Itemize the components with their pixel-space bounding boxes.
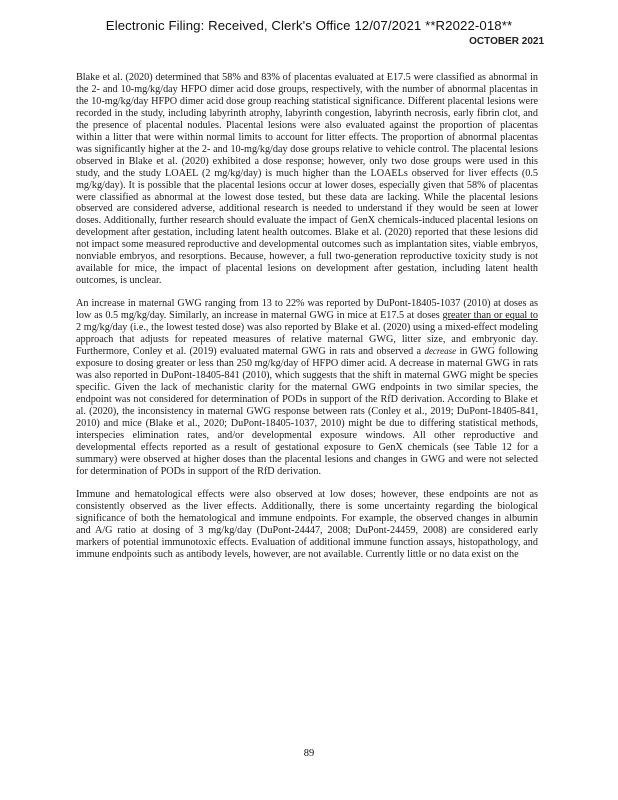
document-date: OCTOBER 2021 [469, 36, 544, 47]
paragraph-immune-hematological: Immune and hematological effects were also observed at low doses; however, these endpoints are not as consistently observed as the liver effects. Additionally, there is some uncertainty regarding the biological significance of both the hematological and immune endpoints. For example, the observed changes in albumin and A/G ratio at dosing of 3 mg/kg/day (DuPont-24447, 2008; DuPont-24459, 2008) are considered early markers of potential immunotoxic effects. Evaluation of additional immune function assays, histopathology, and immune endpoints such as antibody levels, however, are not available. Currently little or no data exist on the [76, 489, 538, 561]
gwg-text-c: in GWG following exposure to dosing greater or less than 250 mg/kg/day of HFPO dimer acid. A decrease in maternal GWG in rats was also reported in DuPont-18405-841 (2010), which suggests that the shift in maternal GWG might be species specific. Given the lack of mechanistic clarity for the maternal GWG endpoints in two similar species, the endpoint was not considered for determination of PODs in support of the RfD derivation. According to Blake et al. (2020), the inconsistency in maternal GWG response between rats (Conley et al., 2019; DuPont-18405-841, 2010) and mice (Blake et al., 2020; DuPont-18405-1037, 2010) might be due to differing statistical methods, interspecies elimination rates, and/or developmental exposure windows. All other reproductive and developmental effects reported as a result of gestational exposure to GenX chemicals (see Table 12 for a summary) were observed at higher doses than the placental lesions and changes in GWG and were not selected for determination of PODs in support of the RfD derivation. [76, 345, 538, 477]
filing-stamp: Electronic Filing: Received, Clerk's Office 12/07/2021 **R2022-018** [105, 18, 513, 33]
page-number: 89 [303, 748, 315, 759]
gwg-text-b: 2 mg/kg/day (i.e., the lowest tested dose) was also reported by Blake et al. (2020) using a mixed-effect modeling approach that adjusts for repeated measures of relative maternal GWG, litter size, and embryonic day. Furthermore, Conley et al. (2019) evaluated maternal GWG in rats and observed a [76, 322, 538, 357]
paragraph-placental-lesions: Blake et al. (2020) determined that 58% and 83% of placentas evaluated at E17.5 were classified as abnormal in the 2- and 10-mg/kg/day HFPO dimer acid dose groups, respectively, with the number of abnormal placentas in the 10-mg/kg/day HFPO dimer acid dose group reaching statistical significance. Different placental lesions were recorded in the study, including labyrinth atrophy, labyrinth congestion, labyrinth necrosis, early fibrin clot, and the presence of placental nodules. Placental lesions were also evaluated against the proportion of placentas within a litter that were within normal limits to account for litter effects. The proportion of abnormal placentas was significantly higher at the 2- and 10-mg/kg/day dose groups relative to vehicle control. The placental lesions observed in Blake et al. (2020) exhibited a dose response; however, only two dose groups were used in this study, and the study LOAEL (2 mg/kg/day) is much higher than the LOAELs observed for liver effects (0.5 mg/kg/day). It is possible that the placental lesions occur at lower doses, especially given that 58% of placentas were classified as abnormal at the lowest dose tested, but these data are lacking. While the placental lesions observed are considered adverse, additional research is needed to understand if they would be seen at lower doses. Additionally, further research should evaluate the impact of GenX chemicals-induced placental lesions on development after gestation, including latent health outcomes. Blake et al. (2020) reported that these lesions did not impact some measured reproductive and developmental outcomes such as implantation sites, viable embryos, nonviable embryos, and resorptions. Because, however, a full two-generation reproductive toxicity study is not available for mice, the impact of placental lesions on development after gestation, including latent health outcomes, is unclear. [76, 72, 538, 287]
paragraph-maternal-gwg [76, 298, 538, 477]
italic-word: decrease [424, 345, 457, 356]
gwg-text-a: An increase in maternal GWG ranging from 13 to 22% was reported by DuPont-18405-1037 (2010) at doses as low as 0.5 mg/kg/day. Similarly, an increase in maternal GWG in mice at E17.5 at doses [76, 298, 538, 322]
underlined-phrase: greater than or equal to [442, 310, 538, 322]
body-text [76, 72, 538, 572]
